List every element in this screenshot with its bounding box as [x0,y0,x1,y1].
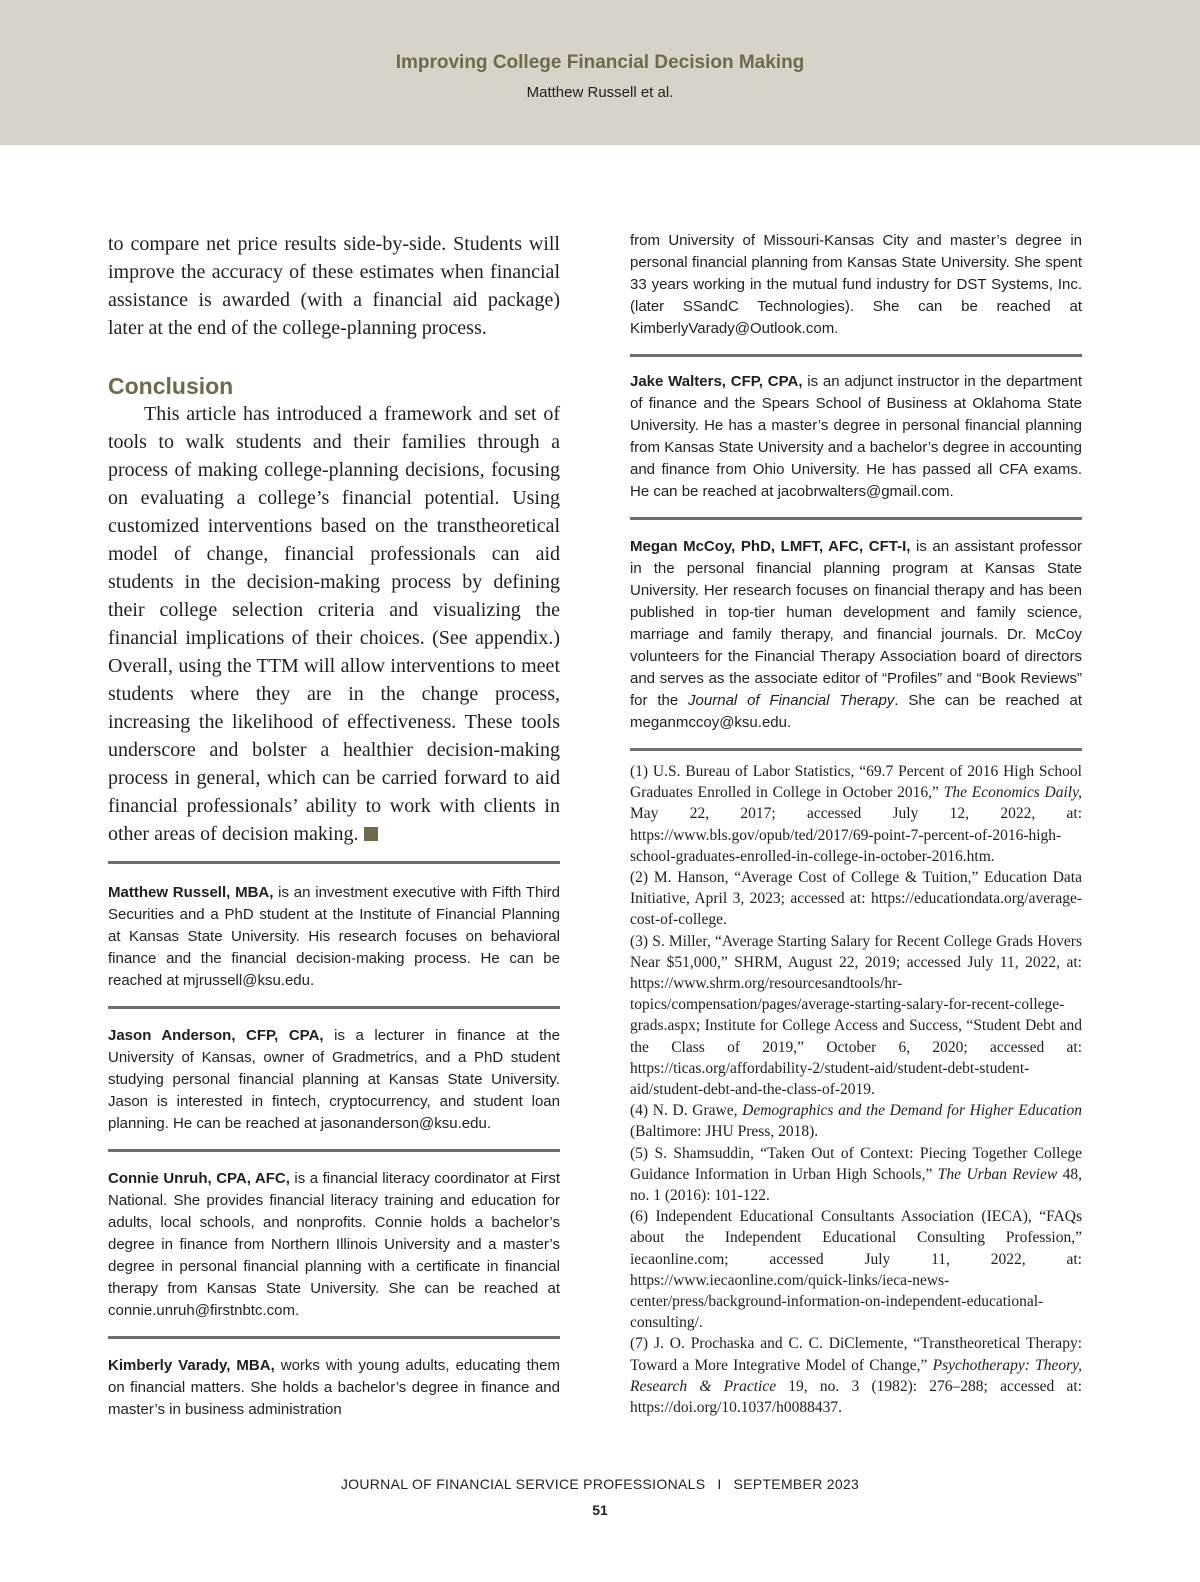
journal-name: JOURNAL OF FINANCIAL SERVICE PROFESSIONALS [340,1476,706,1492]
bio-text: is an adjunct instructor in the department of finance and the Spears School of Business at Oklahoma State University. He has a master’s degree in personal financial planning from Kansas State University and a bachelor’s degree in accounting and finance from Ohio University. He has passed all CFA exams. He can be reached at jacobrwalters@gmail.com. [630,373,1083,500]
endnote [630,761,1082,867]
bio-divider [630,517,1082,520]
endnote-italic: The Economics Daily, [943,784,1082,802]
page-footer [0,1476,1200,1492]
bio-name: Connie Unruh, CPA, AFC, [108,1170,290,1187]
bio-name: Jake Walters, CFP, CPA, [630,373,803,390]
conclusion-heading: Conclusion [108,373,234,399]
endnote [630,1100,1082,1142]
footer-separator: I [717,1476,722,1492]
conclusion-text: This article has introduced a framework and set of tools to walk students and their families through a process of making college-planning decisions, focusing on evaluating a college’s financial potential. Using customized interventions based on the transtheoretical model of change, financial professionals can aid students in the decision-making process by defining their college selection criteria and visualizing the financial implications of their choices. (See appendix.) Overall, using the TTM will allow interventions to meet students where they are in the change process, increasing the likelihood of effectiveness. These tools underscore and bolster a healthier decision-making process in general, which can be carried forward to aid financial professionals’ ability to work with clients in other areas of decision making. [108,403,560,845]
bio-megan-mccoy [630,536,1082,734]
bio-matthew-russell [108,882,560,992]
endnote-text: (3) S. Miller, “Average Starting Salary for Recent College Grads Hovers Near $51,000,” SHRM, August 22, 2019; accessed July 11, 2022, at: https://www.shrm.org/resourcesandtools/hr-topics/compensation/pages/average-starting-salary-for-recent-college-grads.aspx; Institute for College Access and Success, “Student Debt and the Class of 2019,” October 6, 2020; accessed at: https://ticas.org/affordability-2/student-aid/student-debt-student-aid/student-debt-and-the-class-of-2019. [630,932,1082,1099]
notes-divider [630,748,1082,751]
bio-divider [108,1149,560,1152]
endnote-text: (2) M. Hanson, “Average Cost of College & Tuition,” Education Data Initiative, April 3, 2023; accessed at: https://educationdata.org/average-cost-of-college. [630,869,1082,929]
page-header [0,0,1200,145]
right-column [630,230,1082,1418]
journal-title: Journal of Financial Therapy [688,692,895,709]
bio-divider [108,861,560,864]
endnote-italic: Psychotherapy: Theory, Research & Practice [630,1356,1083,1395]
bio-name: Jason Anderson, CFP, CPA, [108,1027,324,1044]
endnote [630,1143,1082,1207]
endnote-text: (Baltimore: JHU Press, 2018). [630,1123,819,1141]
endnote-text: (4) N. D. Grawe, [630,1102,743,1120]
bio-text-end: . She can be reached at meganmccoy@ksu.edu. [630,692,1082,731]
bio-text: is an investment executive with Fifth Third Securities and a PhD student at the Institute of Financial Planning at Kansas State University. His research focuses on behavioral finance and the financial decision-making process. He can be reached at mjrussell@ksu.edu. [108,884,561,989]
endnote-text: May 22, 2017; accessed July 12, 2022, at: https://www.bls.gov/opub/ted/2017/69-point-7-percent-of-2016-high-school-graduates-enrolled-in-college-in-october-2016.htm. [630,805,1082,865]
bio-divider [630,354,1082,357]
bio-name: Megan McCoy, PhD, LMFT, AFC, CFT-I, [630,538,911,555]
bio-jake-walters [630,371,1082,503]
endnotes [630,761,1082,1418]
left-column [108,230,560,1421]
bio-text: is an assistant professor in the personal financial planning program at Kansas State University. Her research focuses on financial therapy and has been published in top-tier human development and family science, marriage and family therapy, and financial journals. Dr. McCoy volunteers for the Financial Therapy Association board of directors and serves as the associate editor of “Profiles” and “Book Reviews” for the [630,538,1082,709]
bio-kimberly-varady-continued: from University of Missouri-Kansas City and master’s degree in personal financial planning from Kansas State University. She spent 33 years working in the mutual fund industry for DST Systems, Inc. (later SSandC Technologies). She can be reached at KimberlyVarady@Outlook.com. [630,232,1082,337]
endnote [630,931,1082,1101]
running-authors: Matthew Russell et al. [526,84,674,101]
endnote-text: (7) J. O. Prochaska and C. C. DiClemente, “Transtheoretical Therapy: Toward a More Integrative Model of Change,” [630,1335,1082,1374]
bio-divider [108,1336,560,1339]
page-number: 51 [592,1502,608,1518]
end-of-article-icon [364,827,378,841]
endnote-text: (6) Independent Educational Consultants Association (IECA), “FAQs about the Independent Educational Consulting Profession,” iecaonline.com; accessed July 11, 2022, at: https://www.iecaonline.com/quick-links/ieca-news-center/press/background-information-on-independent-educational-consulting/. [630,1208,1082,1332]
endnote-text: 48, no. 1 (2016): 101-122. [630,1165,1082,1205]
bio-text: is a financial literacy coordinator at First National. She provides financial literacy training and education for adults, local schools, and nonprofits. Connie holds a bachelor’s degree in finance from Northern Illinois University and a master’s degree in personal financial planning with a certificate in financial therapy from Kansas State University. She can be reached at connie.unruh@firstnbtc.com. [108,1170,560,1319]
bio-kimberly-varady [108,1355,560,1421]
endnote-text: 19, no. 3 (1982): 276–288; accessed at: https://doi.org/10.1037/h0088437. [630,1377,1083,1417]
bio-jason-anderson [108,1025,560,1135]
conclusion-paragraph [108,400,560,848]
endnote [630,1333,1082,1418]
running-title: Improving College Financial Decision Making [395,52,805,73]
issue-date: SEPTEMBER 2023 [733,1476,860,1492]
bio-name: Kimberly Varady, MBA, [108,1357,275,1374]
bio-name: Matthew Russell, MBA, [108,884,274,901]
intro-paragraph: to compare net price results side-by-side. Students will improve the accuracy of these estimates when financial assistance is awarded (with a financial aid package) later at the end of the college-planning process. [108,233,560,339]
bio-text: works with young adults, educating them on financial matters. She holds a bachelor’s degree in finance and master’s in business administration [108,1357,560,1418]
bio-connie-unruh [108,1168,560,1322]
endnote [630,1206,1082,1333]
bio-divider [108,1006,560,1009]
endnote-italic: Demographics and the Demand for Higher Education [742,1102,1082,1120]
endnote-text: (5) S. Shamsuddin, “Taken Out of Context: Piecing Together College Guidance Information in Urban High Schools,” [630,1144,1082,1183]
bio-text: is a lecturer in finance at the University of Kansas, owner of Gradmetrics, and a PhD student studying personal financial planning at Kansas State University. Jason is interested in fintech, cryptocurrency, and student loan planning. He can be reached at jasonanderson@ksu.edu. [108,1027,560,1132]
endnote [630,867,1082,931]
endnote-text: (1) U.S. Bureau of Labor Statistics, “69.7 Percent of 2016 High School Graduates Enrolled in College in October 2016,” [630,763,1082,802]
endnote-italic: The Urban Review [937,1165,1058,1183]
